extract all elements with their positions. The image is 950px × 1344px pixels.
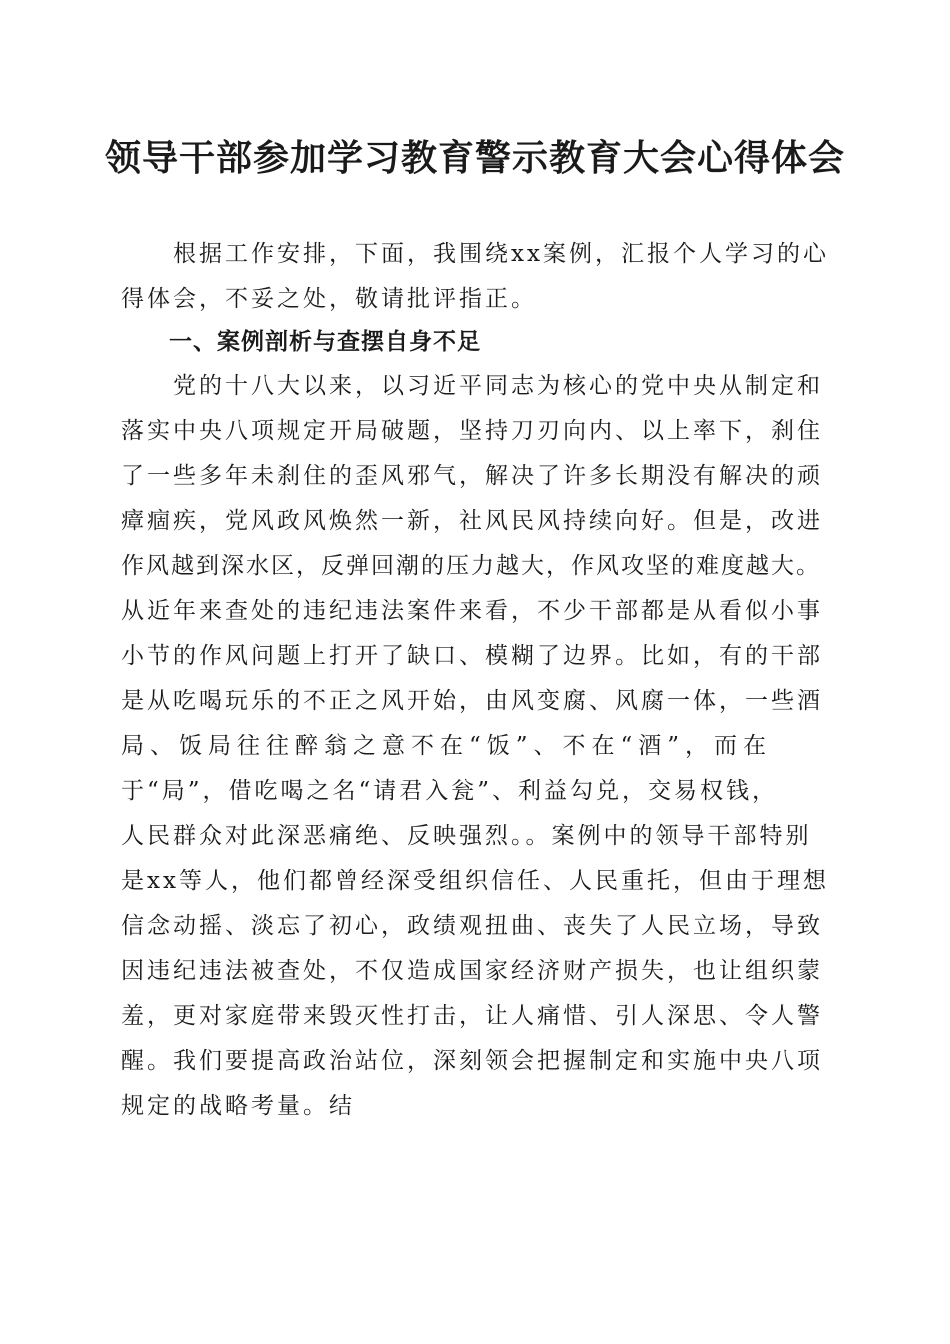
intro-line-1: 根据工作安排，下面，我围绕xx案例，汇报个人学习的心	[121, 241, 829, 267]
section-heading: 一、案例剖析与查摆自身不足	[121, 329, 481, 355]
body-line: 醒。我们要提高政治站位，深刻领会把握制定和实施中央八项	[121, 1048, 823, 1074]
body-line: 瘴痼疾，党风政风焕然一新，社风民风持续向好。但是，改进	[121, 508, 823, 534]
body-line: 了一些多年未刹住的歪风邪气，解决了许多长期没有解决的顽	[121, 463, 823, 489]
body-line: 因违纪违法被查处，不仅造成国家经济财产损失，也让组织蒙	[121, 958, 823, 984]
body-line: 党的十八大以来，以习近平同志为核心的党中央从制定和	[121, 373, 823, 399]
body-line: 羞，更对家庭带来毁灭性打击，让人痛惜、引人深思、令人警	[121, 1003, 823, 1029]
body-line: 信念动摇、淡忘了初心，政绩观扭曲、丧失了人民立场，导致	[121, 913, 823, 939]
body-line: 从近年来查处的违纪违法案件来看，不少干部都是从看似小事	[121, 598, 823, 624]
body-line: 规定的战略考量。结	[121, 1093, 355, 1119]
intro-line-2: 得体会，不妥之处，敬请批评指正。	[121, 286, 537, 312]
body-line: 人民群众对此深恶痛绝、反映强烈。。案例中的领导干部特别	[121, 823, 812, 849]
body-line: 是从吃喝玩乐的不正之风开始，由风变腐、风腐一体，一些酒	[121, 688, 823, 714]
document-title: 领导干部参加学习教育警示教育大会心得体会	[104, 137, 845, 179]
body-line: 落实中央八项规定开局破题，坚持刀刃向内、以上率下，刹住	[121, 418, 823, 444]
body-line: 小节的作风问题上打开了缺口、模糊了边界。比如，有的干部	[121, 643, 823, 669]
body-line: 于“局”，借吃喝之名“请君入瓮”、利益勾兑，交易权钱，	[121, 778, 779, 804]
body-line: 作风越到深水区，反弹回潮的压力越大，作风攻坚的难度越大。	[121, 553, 821, 579]
body-line: 局、饭局往往醉翁之意不在“饭”、不在“酒”，而在	[121, 733, 773, 759]
body-line: 是xx等人，他们都曾经深受组织信任、人民重托，但由于理想	[121, 868, 829, 894]
